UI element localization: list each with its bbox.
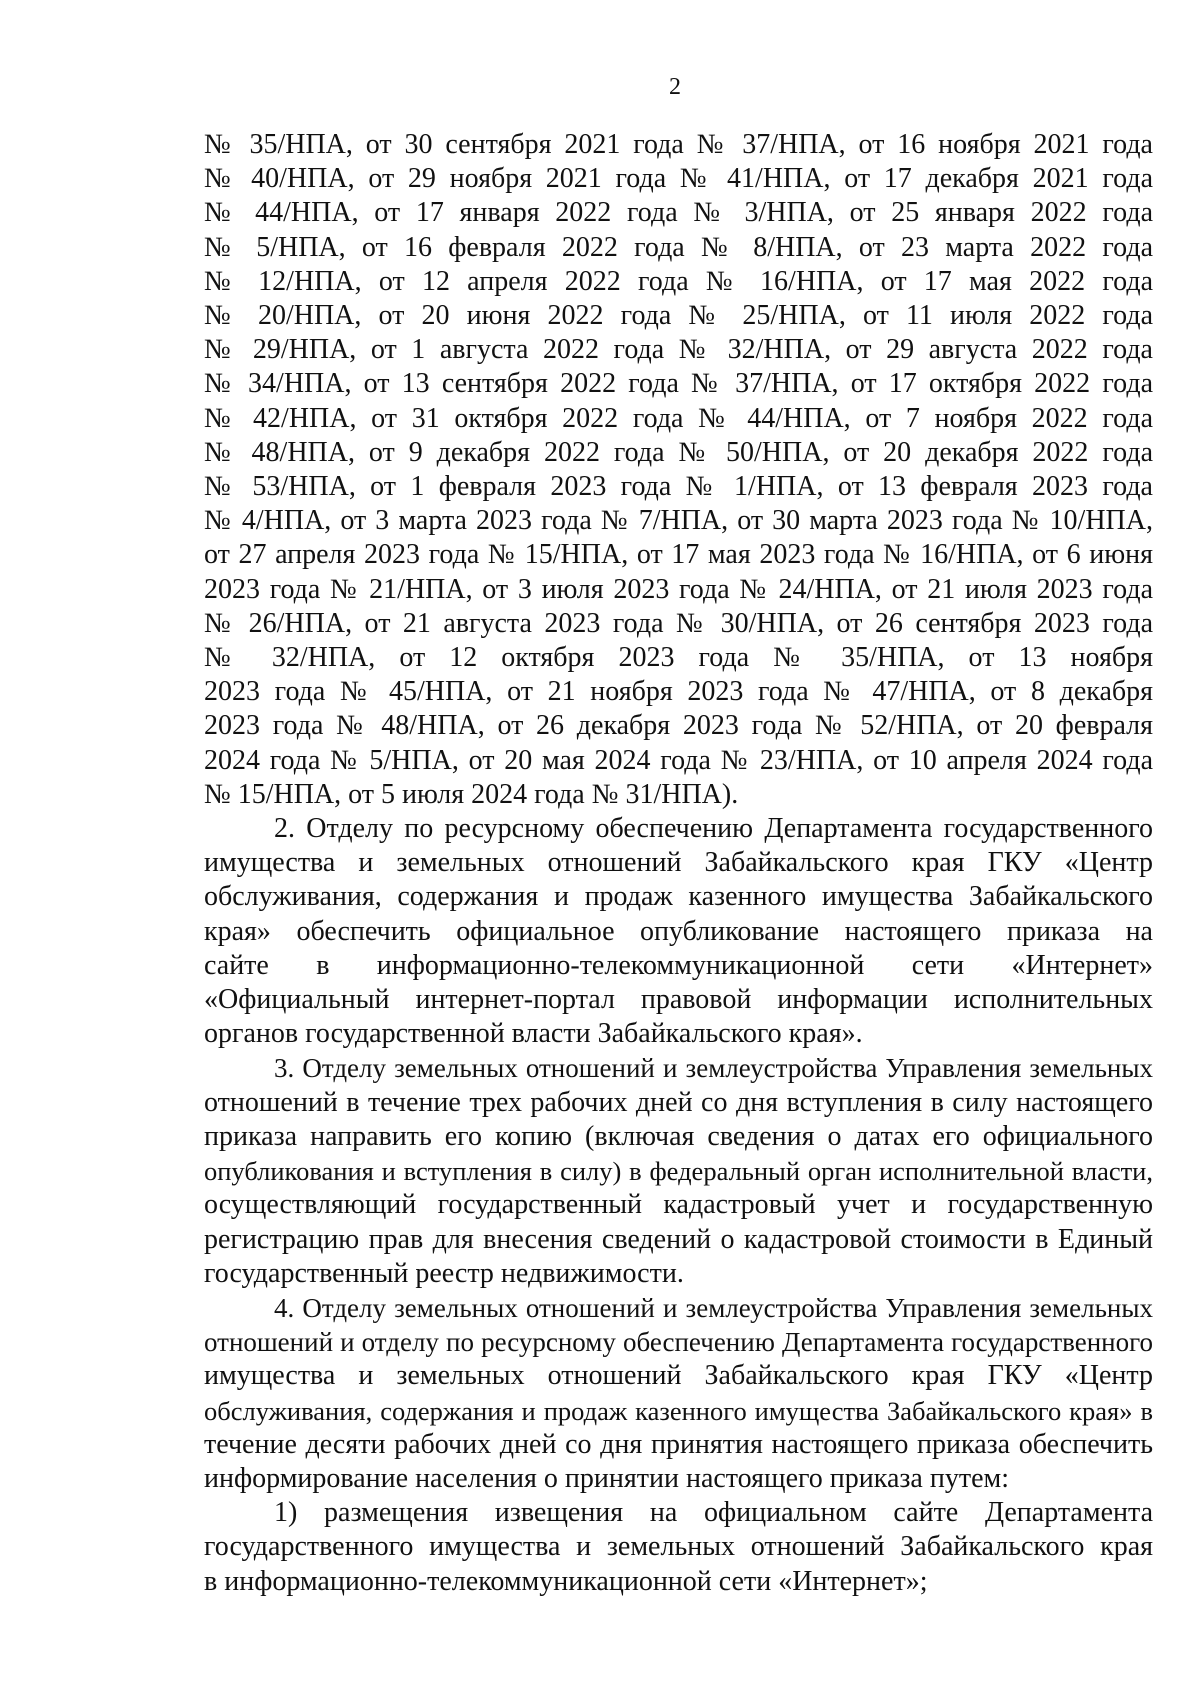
text-line: отношений и отделу по ресурсному обеспечению Департамента государственного bbox=[204, 1327, 1153, 1358]
text-line: № 5/НПА, от 16 февраля 2022 года № 8/НПА, от 23 марта 2022 года bbox=[204, 231, 1153, 263]
text-line: 2. Отделу по ресурсному обеспечению Департамента государственного bbox=[274, 813, 1153, 845]
text-line: «Официальный интернет-портал правовой информации исполнительных bbox=[204, 984, 1153, 1016]
text-line: органов государственной власти Забайкальского края». bbox=[204, 1018, 863, 1050]
text-line: края» обеспечить официальное опубликование настоящего приказа на bbox=[204, 915, 1153, 947]
text-line: отношений в течение трех рабочих дней со дня вступления в силу настоящего bbox=[204, 1086, 1153, 1118]
text-line: обслуживания, содержания и продаж казенного имущества Забайкальского bbox=[204, 881, 1153, 913]
text-line: 2023 года № 45/НПА, от 21 ноября 2023 года № 47/НПА, от 8 декабря bbox=[204, 676, 1153, 708]
text-line: № 29/НПА, от 1 августа 2022 года № 32/НПА, от 29 августа 2022 года bbox=[204, 334, 1153, 366]
text-line: № 34/НПА, от 13 сентября 2022 года № 37/НПА, от 17 октября 2022 года bbox=[204, 368, 1153, 400]
text-line: № 4/НПА, от 3 марта 2023 года № 7/НПА, от 30 марта 2023 года № 10/НПА, bbox=[204, 505, 1153, 537]
text-line: 1) размещения извещения на официальном сайте Департамента bbox=[274, 1497, 1153, 1529]
document-body bbox=[204, 128, 1153, 1599]
text-line: 2024 года № 5/НПА, от 20 мая 2024 года № 23/НПА, от 10 апреля 2024 года bbox=[204, 744, 1153, 776]
text-line: № 12/НПА, от 12 апреля 2022 года № 16/НПА, от 17 мая 2022 года bbox=[204, 265, 1153, 297]
text-line: течение десяти рабочих дней со дня принятия настоящего приказа обеспечить bbox=[204, 1428, 1153, 1460]
text-line: 2023 года № 48/НПА, от 26 декабря 2023 года № 52/НПА, от 20 февраля bbox=[204, 710, 1153, 742]
text-line: регистрацию прав для внесения сведений о кадастровой стоимости в Единый bbox=[204, 1223, 1153, 1255]
text-line: опубликования и вступления в силу) в федеральный орган исполнительной власти, bbox=[204, 1156, 1153, 1187]
page-number: 2 bbox=[669, 74, 681, 100]
text-line: от 27 апреля 2023 года № 15/НПА, от 17 мая 2023 года № 16/НПА, от 6 июня bbox=[204, 539, 1153, 571]
text-line: информирование населения о принятии настоящего приказа путем: bbox=[204, 1462, 1009, 1494]
text-line: № 53/НПА, от 1 февраля 2023 года № 1/НПА, от 13 февраля 2023 года bbox=[204, 471, 1153, 503]
text-line: 2023 года № 21/НПА, от 3 июля 2023 года № 24/НПА, от 21 июля 2023 года bbox=[204, 573, 1153, 605]
text-line: № 42/НПА, от 31 октября 2022 года № 44/НПА, от 7 ноября 2022 года bbox=[204, 402, 1153, 434]
text-line: № 48/НПА, от 9 декабря 2022 года № 50/НПА, от 20 декабря 2022 года bbox=[204, 436, 1153, 468]
text-line: имущества и земельных отношений Забайкальского края ГКУ «Центр bbox=[204, 1360, 1153, 1392]
text-line: обслуживания, содержания и продаж казенного имущества Забайкальского края» в bbox=[204, 1395, 1153, 1426]
text-line: приказа направить его копию (включая сведения о датах его официального bbox=[204, 1120, 1153, 1152]
text-line: № 35/НПА, от 30 сентября 2021 года № 37/НПА, от 16 ноября 2021 года bbox=[204, 129, 1153, 160]
text-line: государственный реестр недвижимости. bbox=[204, 1257, 684, 1289]
text-line: № 26/НПА, от 21 августа 2023 года № 30/НПА, от 26 сентября 2023 года bbox=[204, 607, 1153, 639]
text-line: № 44/НПА, от 17 января 2022 года № 3/НПА, от 25 января 2022 года bbox=[204, 197, 1153, 229]
text-line: государственного имущества и земельных отношений Забайкальского края bbox=[204, 1531, 1153, 1563]
text-line: осуществляющий государственный кадастровый учет и государственную bbox=[204, 1189, 1153, 1221]
text-line: 3. Отделу земельных отношений и землеустройства Управления земельных bbox=[274, 1053, 1153, 1084]
text-line: сайте в информационно-телекоммуникационной сети «Интернет» bbox=[204, 949, 1153, 981]
text-line: 4. Отделу земельных отношений и землеустройства Управления земельных bbox=[274, 1292, 1153, 1323]
text-line: имущества и земельных отношений Забайкальского края ГКУ «Центр bbox=[204, 847, 1153, 879]
text-line: в информационно-телекоммуникационной сети «Интернет»; bbox=[204, 1565, 928, 1597]
text-line: № 40/НПА, от 29 ноября 2021 года № 41/НПА, от 17 декабря 2021 года bbox=[204, 163, 1153, 195]
text-line: № 15/НПА, от 5 июля 2024 года № 31/НПА). bbox=[204, 778, 739, 810]
text-line: № 32/НПА, от 12 октября 2023 года № 35/НПА, от 13 ноября bbox=[204, 642, 1153, 674]
text-line: № 20/НПА, от 20 июня 2022 года № 25/НПА, от 11 июля 2022 года bbox=[204, 300, 1153, 332]
